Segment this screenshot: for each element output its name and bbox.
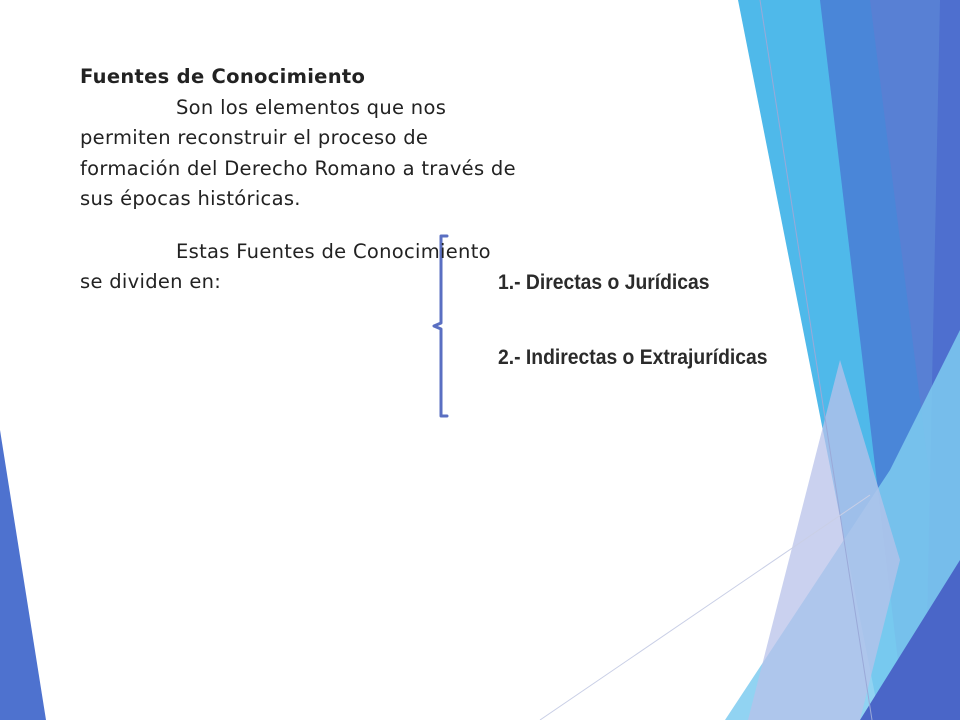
paragraph-2-text: Estas Fuentes de Conocimiento se dividen en:: [80, 239, 491, 293]
list-item-directas: 1.- Directas o Jurídicas: [498, 271, 710, 294]
spacer: [80, 215, 520, 237]
list-item-indirectas: 2.- Indirectas o Extrajurídicas: [498, 346, 768, 369]
paragraph-2: [80, 237, 520, 298]
paragraph-1: [80, 93, 520, 215]
text-block: [80, 62, 520, 298]
left-accent-shape: [0, 430, 46, 720]
slide-title: Fuentes de Conocimiento: [80, 65, 366, 88]
paragraph-1-text: Son los elementos que nos permiten reconstruir el proceso de formación del Derecho Romano a través de sus épocas históricas.: [80, 95, 516, 210]
